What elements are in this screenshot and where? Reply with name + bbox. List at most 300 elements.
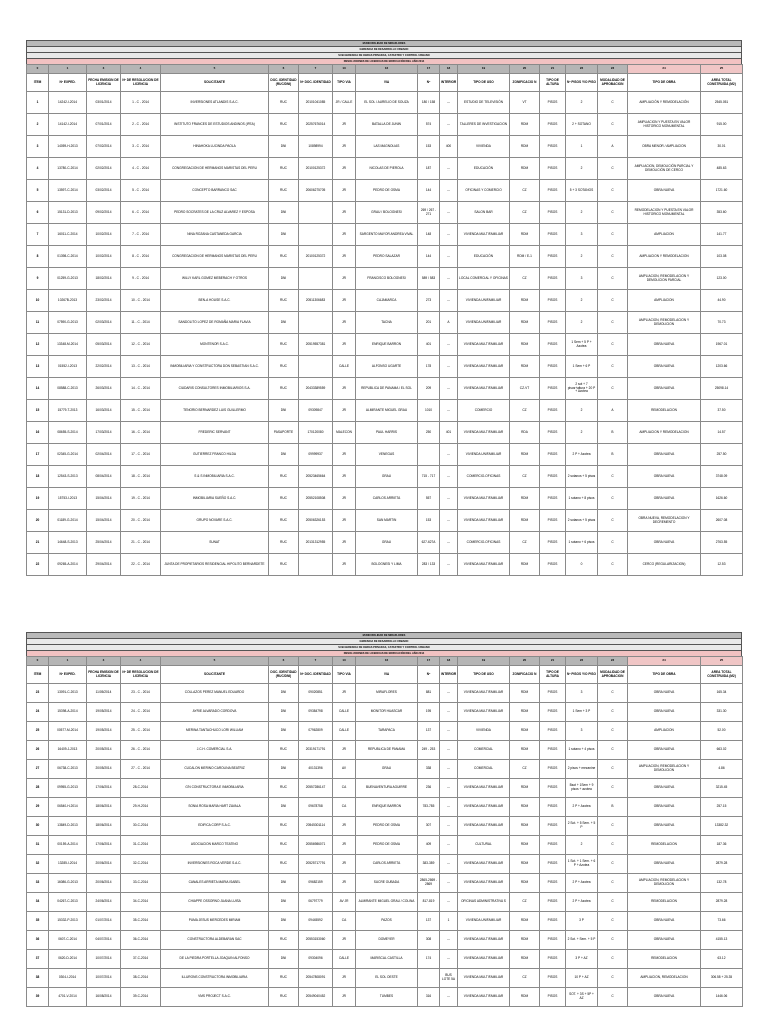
table-cell: 1446.06 xyxy=(701,988,743,1007)
table-row xyxy=(27,444,743,466)
column-number: 24 xyxy=(628,65,701,74)
table-row xyxy=(27,378,743,400)
table-cell: DNI xyxy=(269,760,299,779)
table-cell: PISOS xyxy=(540,92,566,114)
table-cell: 23/02/2014 xyxy=(87,290,121,312)
table-cell: PISOS xyxy=(540,874,566,893)
table-cell: RUC xyxy=(269,510,299,532)
table-cell: PISOS xyxy=(540,202,566,224)
table-cell: S & S INMOBILIARIA S.A.C. xyxy=(161,466,269,488)
table-cell: 15/04/2014 xyxy=(87,510,121,532)
table-cell: 13597-C-2014 xyxy=(49,180,87,202)
table-row xyxy=(27,950,743,969)
column-header: ZONIFICACIO N xyxy=(510,74,540,92)
table-cell: 01398-C-2014 xyxy=(49,246,87,268)
table-cell: --- xyxy=(440,488,458,510)
table-cell: OBRA NUEVA xyxy=(628,817,701,836)
table-cell: PISOS xyxy=(540,466,566,488)
column-header: INTERIOR xyxy=(440,74,458,92)
table-cell: TUMBES xyxy=(356,988,418,1007)
table-cell: 165.34 xyxy=(701,684,743,703)
table-cell: A xyxy=(598,136,628,158)
table-cell: RUC xyxy=(269,836,299,855)
table-cell: 25 xyxy=(27,722,49,741)
table-cell: PISOS xyxy=(540,224,566,246)
table-cell: 2 xyxy=(566,158,598,180)
table-cell: 14142-I-2014 xyxy=(49,114,87,136)
table-cell: 13 xyxy=(27,356,49,378)
table-cell: 16086-G-2013 xyxy=(49,874,87,893)
table-cell: 249 - 253 xyxy=(418,741,440,760)
table-cell: 20557286147 xyxy=(299,779,333,798)
column-number: 5 xyxy=(161,65,269,74)
table-row xyxy=(27,246,743,268)
table-cell: RDM xyxy=(510,912,540,931)
licenses-table xyxy=(26,656,743,1007)
table-cell: --- xyxy=(440,817,458,836)
table-cell: AYRIE ALVARADO CORDOVA xyxy=(161,703,269,722)
column-header-row xyxy=(27,74,743,92)
table-cell: RUC xyxy=(269,488,299,510)
column-number: 4 xyxy=(121,657,161,666)
table-cell: JR xyxy=(333,836,356,855)
table-cell: FRANCISCO BOLOGNESI xyxy=(356,268,418,290)
table-row xyxy=(27,290,743,312)
table-cell: 16 - C - 2014 xyxy=(121,422,161,444)
table-cell: 12.53 xyxy=(701,554,743,576)
column-header: ZONIFICACIO N xyxy=(510,666,540,684)
table-cell: 195 xyxy=(418,703,440,722)
table-cell: VIVIENDA MULTIFAMILIAR xyxy=(458,378,510,400)
table-cell: --- xyxy=(440,180,458,202)
table-cell: 20606275705 xyxy=(299,180,333,202)
table-cell: DNI xyxy=(269,400,299,422)
table-cell: VIVIENDA xyxy=(458,722,510,741)
table-cell: 24 - C - 2014 xyxy=(121,703,161,722)
table-cell: C xyxy=(598,836,628,855)
table-cell: 00577-M-2014 xyxy=(49,722,87,741)
table-row xyxy=(27,874,743,893)
table-cell: 353.60 xyxy=(701,202,743,224)
table-cell: COMERCIO-OFICINAS xyxy=(458,466,510,488)
table-cell: EL SOL OESTE xyxy=(356,969,418,988)
table-cell: OBRA NUEVA xyxy=(628,988,701,1007)
table-cell xyxy=(418,969,440,988)
table-cell: RDM xyxy=(510,855,540,874)
column-number: 1 xyxy=(49,657,87,666)
table-cell: VIVIENDA UNIFAMILIAR xyxy=(458,290,510,312)
table-cell: 44.90 xyxy=(701,290,743,312)
table-cell: INMOBILIARIA Y CONSTRUCTORA DON SEBASTIAN S.A.C. xyxy=(161,356,269,378)
table-cell: 20556986071 xyxy=(299,836,333,855)
table-cell: 37 xyxy=(27,950,49,969)
table-cell: 09999937 xyxy=(299,444,333,466)
table-cell: RDM xyxy=(510,444,540,466)
table-cell: 0 xyxy=(566,554,598,576)
table-cell: C xyxy=(598,356,628,378)
table-cell: C xyxy=(598,931,628,950)
table-cell: INVERSIONES ROCA VERDE S.A.C. xyxy=(161,855,269,874)
column-header: Nº DOC. IDENTIDAD xyxy=(299,74,333,92)
table-cell: PISOS xyxy=(540,554,566,576)
table-row xyxy=(27,817,743,836)
table-cell: PISOS xyxy=(540,158,566,180)
table-cell: 22 xyxy=(27,554,49,576)
table-cell: 2 - C - 2014 xyxy=(121,114,161,136)
table-cell: NICOLAS DE PIEROLA xyxy=(356,158,418,180)
table-cell: PISOS xyxy=(540,969,566,988)
table-cell: PISOS xyxy=(540,114,566,136)
table-cell: 14242-I-2014 xyxy=(49,92,87,114)
table-cell: 20101041085 xyxy=(299,92,333,114)
table-cell: C xyxy=(598,224,628,246)
table-cell: 10/02/2014 xyxy=(87,246,121,268)
table-cell: 153 xyxy=(418,510,440,532)
table-cell: 269 / 267 - 271 xyxy=(418,202,440,224)
column-number: 18 xyxy=(440,65,458,74)
table-cell: 257.50 xyxy=(701,444,743,466)
table-cell: JR xyxy=(333,855,356,874)
table-cell: 715 - 717 xyxy=(418,466,440,488)
table-cell: 178 xyxy=(418,356,440,378)
table-cell: --- xyxy=(440,510,458,532)
table-cell: AMPLIACION Y PUESTA EN VALOR HISTORICO MONUMENTAL xyxy=(628,114,701,136)
table-cell: 00159-A-2014 xyxy=(49,836,87,855)
table-cell: RUC xyxy=(269,158,299,180)
table-cell: 09020851 xyxy=(299,684,333,703)
table-cell: --- xyxy=(440,703,458,722)
subgerencia-title: SUB GERENCIA DE OBRAS PRIVADAS, CATASTRO Y CONTROL URBANO xyxy=(26,644,742,650)
table-cell: C xyxy=(598,92,628,114)
table-cell: --- xyxy=(440,92,458,114)
table-cell: PISOS xyxy=(540,836,566,855)
table-cell: AMPLIACION, DEMOLICIÓN PARCIAL Y DEMOLICIÓN DE CERCO xyxy=(628,158,701,180)
table-cell: CONGREGACION DE HERMANOS MARISTAS DEL PERU xyxy=(161,246,269,268)
table-cell: 180 / 158 xyxy=(418,92,440,114)
table-cell: JUNTA DE PROPIETARIOS RESIDENCIAL HIPOLITO BERNARDETE xyxy=(161,554,269,576)
table-cell: 3 xyxy=(27,136,49,158)
table-cell: REMODELACION Y PUESTA EN VALOR HISTORICO MONUMENTAL xyxy=(628,202,701,224)
table-cell: 35-C-2014 xyxy=(121,912,161,931)
table-cell: 15398-A-2014 xyxy=(49,703,87,722)
table-cell: --- xyxy=(440,334,458,356)
table-cell: 30-C-2014 xyxy=(121,817,161,836)
column-header: TIPO DE ALTURA xyxy=(540,74,566,92)
table-cell: 306.58 + 25.35 xyxy=(701,969,743,988)
table-cell: 38 xyxy=(27,969,49,988)
table-cell: SAN MARTIN xyxy=(356,510,418,532)
table-cell: RUC xyxy=(269,356,299,378)
table-cell: JR xyxy=(333,532,356,554)
table-row xyxy=(27,422,743,444)
table-cell: 31 xyxy=(27,836,49,855)
table-cell: C xyxy=(598,988,628,1007)
table-cell: VIVIENDA UNIFAMILIAR xyxy=(458,312,510,334)
table-cell: AMPLIACION, REMODELACION Y DEMOLICION xyxy=(628,760,701,779)
table-cell: 20131312955 xyxy=(299,532,333,554)
table-cell: 201 xyxy=(418,312,440,334)
table-cell: 663.02 xyxy=(701,741,743,760)
table-cell: RDM xyxy=(510,312,540,334)
table-cell: C xyxy=(598,466,628,488)
table-cell: PISOS xyxy=(540,334,566,356)
column-header: TIPO VIA xyxy=(333,666,356,684)
table-cell: VIVIENDA MULTIFAMILIAR xyxy=(458,554,510,576)
table-cell: B xyxy=(598,422,628,444)
table-cell: 20 xyxy=(27,510,49,532)
column-number: 1 xyxy=(49,65,87,74)
table-cell: J.C.H. COMERCIAL S.A. xyxy=(161,741,269,760)
table-cell: 35 xyxy=(27,912,49,931)
column-header: TIPO DE USO xyxy=(458,666,510,684)
table-cell: JR xyxy=(333,268,356,290)
table-cell: 24/06/2014 xyxy=(87,893,121,912)
table-cell: TENORIO BERNARDEZ LUIS GUILLERMO xyxy=(161,400,269,422)
table-cell: GRAU xyxy=(356,466,418,488)
table-cell: 1203.66 xyxy=(701,356,743,378)
table-cell: PISOS xyxy=(540,378,566,400)
table-cell: 30.01 xyxy=(701,136,743,158)
table-cell: 19/05/2014 xyxy=(87,722,121,741)
table-cell: 2 P + Azotea xyxy=(566,444,598,466)
table-cell: CZ xyxy=(510,893,540,912)
table-cell: MALECON xyxy=(333,422,356,444)
table-cell: 19/05/2014 xyxy=(87,703,121,722)
table-cell: 6 - C - 2014 xyxy=(121,202,161,224)
table-cell: BEN-A HOUSE S.A.C. xyxy=(161,290,269,312)
table-cell: PISOS xyxy=(540,722,566,741)
column-header: AREA TOTAL CONSTRUIDA (M2) xyxy=(701,74,743,92)
table-cell: 33-C-2014 xyxy=(121,874,161,893)
table-cell: 20319171791 xyxy=(299,741,333,760)
column-number: 13 xyxy=(333,65,356,74)
table-cell: EDUCACIÓN xyxy=(458,246,510,268)
table-cell: MERINA TANTACHUCO LORI WILLIAM xyxy=(161,722,269,741)
table-cell: 1721.60 xyxy=(701,180,743,202)
table-cell: COMERCIAL xyxy=(458,741,510,760)
table-cell: DNI xyxy=(269,136,299,158)
table-cell: JR xyxy=(333,246,356,268)
table-cell: B xyxy=(598,798,628,817)
table-cell: PISOS xyxy=(540,268,566,290)
table-cell: 20100125372 xyxy=(299,158,333,180)
table-cell: 32-C-2014 xyxy=(121,855,161,874)
table-cell: PISOS xyxy=(540,246,566,268)
table-cell: VIVIENDA MULTIFAMILIAR xyxy=(458,703,510,722)
table-cell: CZ xyxy=(510,180,540,202)
table-cell: 187 xyxy=(418,158,440,180)
table-cell: AMPLIACION, REMODELACION xyxy=(628,969,701,988)
table-cell: VIVIENDA MULTIFAMILIAR xyxy=(458,874,510,893)
table-cell: 20/05/2014 xyxy=(87,741,121,760)
table-cell: REPUBLICA DE PANAMA / EL SOL xyxy=(356,378,418,400)
table-cell xyxy=(299,312,333,334)
table-row xyxy=(27,760,743,779)
table-cell: 13780-C-2014 xyxy=(49,158,87,180)
table-cell: --- xyxy=(440,224,458,246)
table-cell: DNI xyxy=(269,912,299,931)
table-cell: 04267-C-2013 xyxy=(49,893,87,912)
table-cell: --- xyxy=(440,741,458,760)
table-cell: 1626.60 xyxy=(701,488,743,510)
table-cell: 15753-I-2013 xyxy=(49,488,87,510)
table-cell xyxy=(299,202,333,224)
column-number: 19 xyxy=(458,65,510,74)
table-cell: 16 xyxy=(27,422,49,444)
table-cell: 2 sot + 7 pisos+altura + 20 P + Azotea xyxy=(566,378,598,400)
table-cell: 2545.051 xyxy=(701,92,743,114)
table-cell: 2 xyxy=(566,422,598,444)
table-cell: TALLERES DE INVESTIGACION xyxy=(458,114,510,136)
table-cell: 7 xyxy=(27,224,49,246)
table-cell: RDM xyxy=(510,488,540,510)
table-cell: VIVIENDA MULTIFAMILIAR xyxy=(458,798,510,817)
column-number: 23 xyxy=(598,657,628,666)
table-cell: 20545301114 xyxy=(299,817,333,836)
table-cell: 9 - C - 2014 xyxy=(121,268,161,290)
column-header: DOC. IDENTIDAD (RUC/DNI) xyxy=(269,666,299,684)
table-body xyxy=(27,684,743,1007)
report-title: RESOLUCIONES DE LICENCIAS DE EDIFICACIÓN DEL AÑO 2014 xyxy=(26,650,742,656)
table-cell: CANALES ARRIETA MARIA ISABEL xyxy=(161,874,269,893)
column-header-row xyxy=(27,666,743,684)
table-cell: 29-H-2014 xyxy=(121,798,161,817)
table-cell: CERCO (REGULARIZACION) xyxy=(628,554,701,576)
table-cell: CAJAMARCA xyxy=(356,290,418,312)
table-cell: 38-C-2014 xyxy=(121,969,161,988)
table-cell: RUC xyxy=(269,779,299,798)
table-cell: 10 xyxy=(27,290,49,312)
table-cell: 07962809 xyxy=(299,722,333,741)
table-cell: 257.15 xyxy=(701,798,743,817)
column-number: 22 xyxy=(566,65,598,74)
table-cell: C xyxy=(598,114,628,136)
table-cell: 10/07/2014 xyxy=(87,950,121,969)
table-cell: PEDRO DE OSMA xyxy=(356,180,418,202)
column-number: 7 xyxy=(299,657,333,666)
table-cell: OBRA NUEVA xyxy=(628,356,701,378)
table-cell: PUMA JESUS MERCEDES MIRIAM xyxy=(161,912,269,931)
table-cell: GRAU / BOLOGNESI xyxy=(356,202,418,224)
table-cell: 02/04/2014 xyxy=(87,444,121,466)
table-cell: Bsot + 1Sem + 9 pisos + azotea xyxy=(566,779,598,798)
table-cell: OBRA NUEVA xyxy=(628,855,701,874)
column-header: TIPO VIA xyxy=(333,74,356,92)
column-number: 4 xyxy=(121,65,161,74)
table-cell: A xyxy=(440,312,458,334)
table-cell: RDM xyxy=(510,931,540,950)
table-cell: 10/02/2014 xyxy=(87,224,121,246)
table-cell: RDM xyxy=(510,988,540,1007)
table-cell: 817-819 xyxy=(418,893,440,912)
table-cell: 10 P + AZ xyxy=(566,969,598,988)
table-cell: AMPLIACIÓN Y REMODELACIÓN xyxy=(628,92,701,114)
table-cell: LOCAL COMERCIAL Y OFICINAS xyxy=(458,268,510,290)
table-cell: PISOS xyxy=(540,400,566,422)
table-cell: --- xyxy=(440,874,458,893)
table-cell: 3 xyxy=(566,224,598,246)
table-cell: 16/03/2014 xyxy=(87,400,121,422)
table-cell: C xyxy=(598,510,628,532)
table-cell: C xyxy=(598,684,628,703)
table-cell: 2763.55 xyxy=(701,532,743,554)
column-number: 20 xyxy=(510,657,540,666)
table-cell: 19 xyxy=(27,488,49,510)
table-cell: 20525717791 xyxy=(299,855,333,874)
table-cell: 2 xyxy=(27,114,49,136)
table-row xyxy=(27,180,743,202)
column-header: TIPO DE OBRA xyxy=(628,666,701,684)
table-cell: OBRA NUEVA, REMODELACION Y DECREMENTO xyxy=(628,510,701,532)
table-cell: --- xyxy=(440,722,458,741)
table-cell: RDM xyxy=(510,554,540,576)
table-cell: GRAU xyxy=(356,760,418,779)
table-cell: PISOS xyxy=(540,684,566,703)
table-cell: --- xyxy=(440,931,458,950)
table-cell: 5 - C - 2014 xyxy=(121,180,161,202)
table-cell: ALFONSO UGARTE xyxy=(356,356,418,378)
table-cell: 02/03/2014 xyxy=(87,312,121,334)
table-cell: 13849-D-2013 xyxy=(49,817,87,836)
table-cell: SARGENTO MAYOR ANDREA VIVAL xyxy=(356,224,418,246)
table-cell: OFICINAS ADMINISTRATIVA S xyxy=(458,893,510,912)
column-header: Nº DE RESOLUCION DE LICENCIA xyxy=(121,666,161,684)
table-cell: VIVIENDA UNIFAMILIAR xyxy=(458,444,510,466)
table-cell: 3 xyxy=(566,722,598,741)
column-header: TIPO DE ALTURA xyxy=(540,666,566,684)
table-cell: INVERSIONES ATLANDIS S.A.C. xyxy=(161,92,269,114)
table-cell: DE LA PIEDRA PORTELLA JOAQUIN ALFONSO xyxy=(161,950,269,969)
table-cell: ENRIQUE BARRON xyxy=(356,798,418,817)
table-cell: AMPLIACION, REMODELACION Y DEMOLICION PARCIAL xyxy=(628,268,701,290)
gerencia-title: GERENCIA DE DESARROLLO URBANO xyxy=(26,46,742,52)
table-cell: 02/02/2014 xyxy=(87,158,121,180)
table-cell: RDM xyxy=(510,779,540,798)
table-cell: RUC xyxy=(269,466,299,488)
table-cell: CZ xyxy=(510,760,540,779)
table-cell: 2879.28 xyxy=(701,893,743,912)
column-header: MODALIDAD DE APROBACION xyxy=(598,666,628,684)
column-number: 5 xyxy=(161,657,269,666)
table-cell: --- xyxy=(440,114,458,136)
table-cell: RUC xyxy=(269,334,299,356)
column-number: 13 xyxy=(333,657,356,666)
table-row xyxy=(27,356,743,378)
table-cell: 2865-2869 - 2869 xyxy=(418,874,440,893)
column-header: TIPO DE OBRA xyxy=(628,74,701,92)
table-cell: 574 xyxy=(418,114,440,136)
table-cell: ENRIQUE BARRON xyxy=(356,334,418,356)
table-cell: RDM xyxy=(510,817,540,836)
table-cell: AMPLIACION xyxy=(628,290,701,312)
table-cell: 10267B-2013 xyxy=(49,290,87,312)
table-cell: JR xyxy=(333,510,356,532)
table-cell: WILLY KARL GOMEZ MEBERACH Y OTROS xyxy=(161,268,269,290)
table-cell: 08588-C-2013 xyxy=(49,378,87,400)
table-cell: 4 xyxy=(27,158,49,180)
table-cell: COLLAZOS PEREZ MANUEL EDUARDO xyxy=(161,684,269,703)
table-cell: 21 xyxy=(27,532,49,554)
table-cell: 1 sotano + 6 pisos xyxy=(566,532,598,554)
table-row xyxy=(27,703,743,722)
table-cell: JR xyxy=(333,554,356,576)
table-cell: 20506326153 xyxy=(299,510,333,532)
table-cell: ESTUDIO DE TELEVISIÓN xyxy=(458,92,510,114)
table-row xyxy=(27,202,743,224)
table-cell: PEDRO DE OSMA xyxy=(356,836,418,855)
column-number: 17 xyxy=(418,65,440,74)
table-cell: 18/06/2014 xyxy=(87,817,121,836)
